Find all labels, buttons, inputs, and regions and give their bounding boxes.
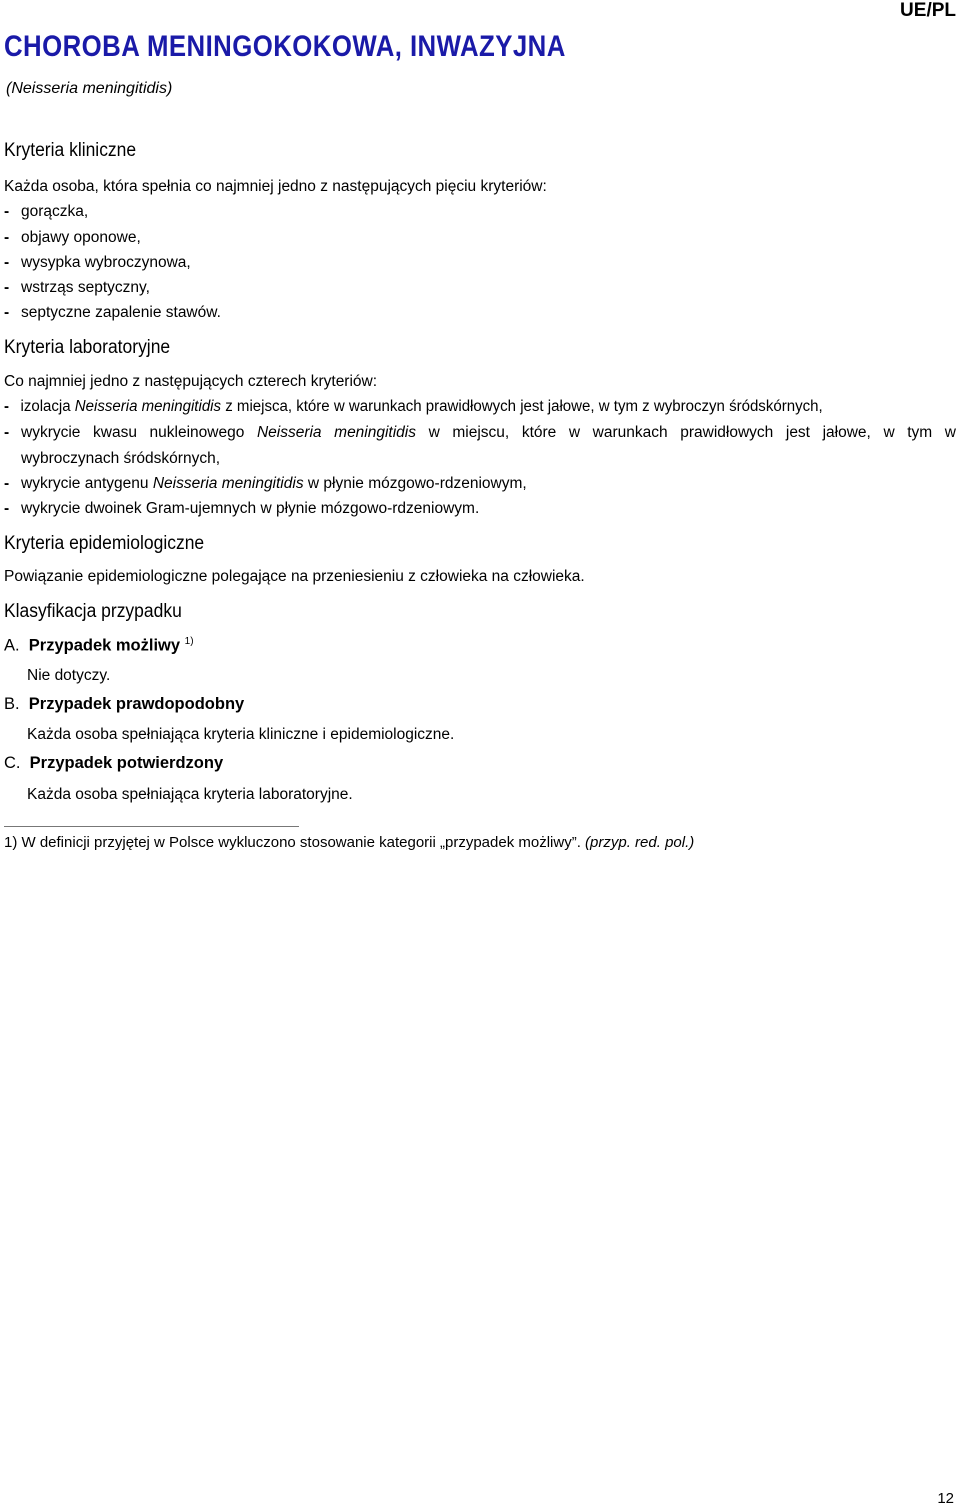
page-title: CHOROBA MENINGOKOKOWA, INWAZYJNA: [4, 30, 566, 63]
footnote-divider: [4, 826, 299, 827]
clinical-intro: Każda osoba, która spełnia co najmniej jedno z następujących pięciu kryteriów:: [4, 178, 547, 195]
classification-heading: Klasyfikacja przypadku: [4, 601, 182, 622]
clinical-item: - septyczne zapalenie stawów.: [4, 304, 221, 321]
case-possible-label: A. Przypadek możliwy $^{1)}$: [4, 636, 194, 655]
laboratory-item: -: [4, 424, 10, 441]
case-probable-label: B. Przypadek prawdopodobny: [4, 695, 245, 713]
laboratory-item: - wykrycie antygenu Neisseria meningitidis w płynie mózgowo-rdzeniowym,: [4, 475, 527, 492]
laboratory-item: - wykrycie dwoinek Gram-ujemnych w płynie mózgowo-rdzeniowym.: [4, 500, 480, 517]
epidemiological-text: Powiązanie epidemiologiczne polegające na przeniesieniu z człowieka na człowieka.: [4, 568, 585, 585]
epidemiological-heading: Kryteria epidemiologiczne: [4, 533, 205, 554]
footnote: 1) W definicji przyjętej w Polsce wykluczono stosowanie kategorii „przypadek możliwy”. (przyp. red. pol.): [4, 834, 695, 851]
page-subtitle: (Neisseria meningitidis): [6, 80, 173, 97]
region-tag: UE/PL: [900, 0, 956, 21]
laboratory-item: - izolacja Neisseria meningitidis z miejsca, które w warunkach prawidłowych jest jałowe, w tym z wybroczyn śródskórnych,: [4, 398, 823, 415]
laboratory-intro: Co najmniej jedno z następujących czterech kryteriów:: [4, 373, 378, 390]
clinical-item: - objawy oponowe,: [4, 229, 141, 246]
page-number: 12: [937, 1490, 954, 1507]
case-confirmed-label: C. Przypadek potwierdzony: [4, 754, 224, 772]
clinical-heading: Kryteria kliniczne: [4, 140, 137, 161]
clinical-item: - wysypka wybroczynowa,: [4, 254, 191, 271]
laboratory-item-text: wykrycie kwasu nukleinowego Neisseria meningitidis w miejscu, które w warunkach prawidłowych jest jałowe, w tym w: [21, 424, 956, 441]
case-confirmed-text: Każda osoba spełniająca kryteria laboratoryjne.: [27, 786, 353, 803]
clinical-item: - gorączka,: [4, 203, 89, 220]
laboratory-heading: Kryteria laboratoryjne: [4, 337, 171, 358]
laboratory-item-continuation: wybroczynach śródskórnych,: [21, 450, 220, 467]
case-possible-text: Nie dotyczy.: [27, 667, 111, 684]
case-probable-text: Każda osoba spełniająca kryteria kliniczne i epidemiologiczne.: [27, 726, 455, 743]
clinical-item: - wstrząs septyczny,: [4, 279, 150, 296]
